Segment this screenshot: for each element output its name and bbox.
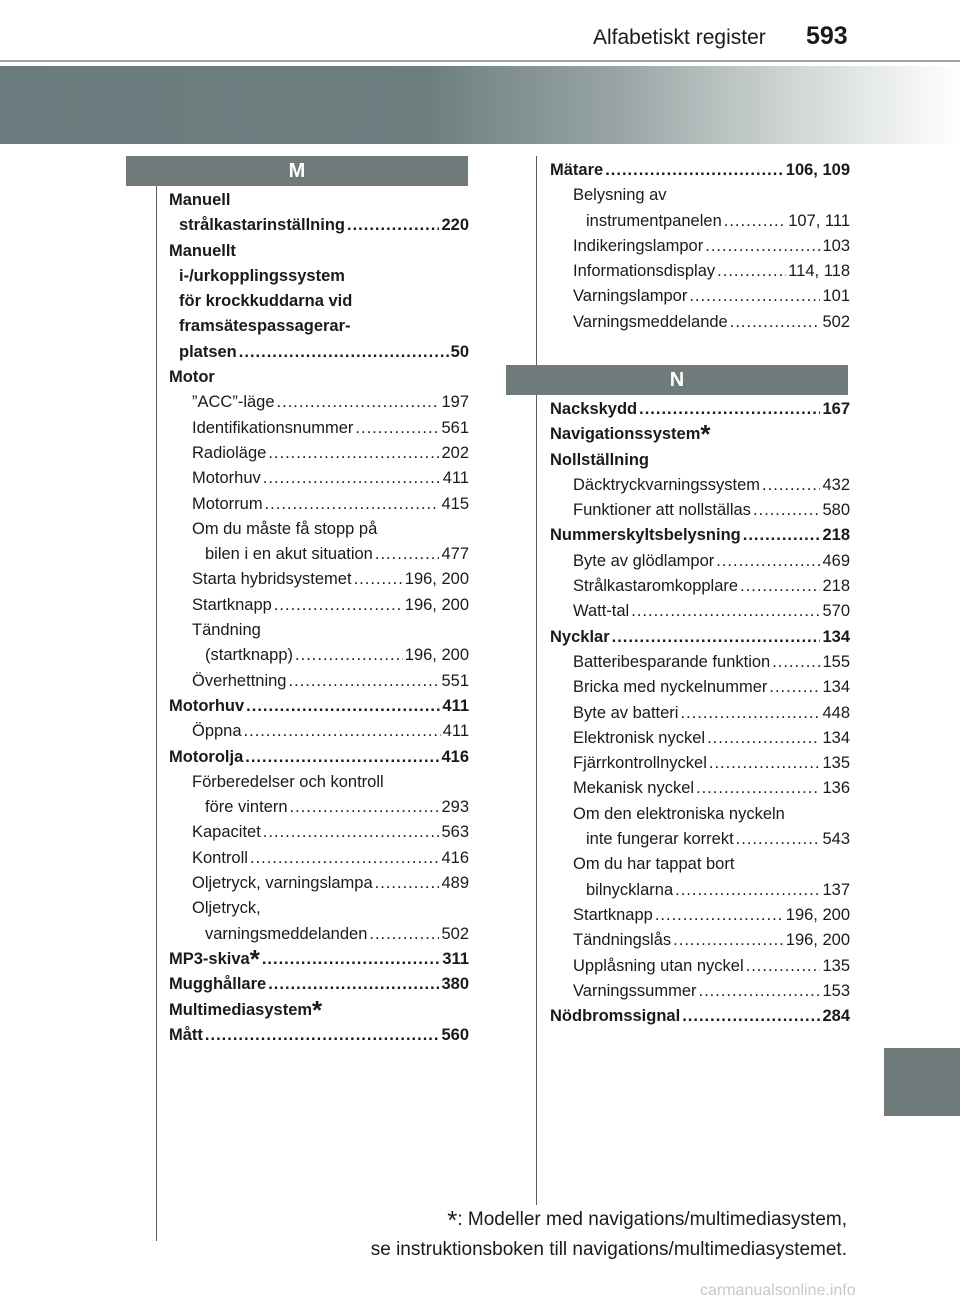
section-header-n: [506, 365, 848, 395]
dot-leader: [730, 310, 821, 335]
entry-term: Mugghållare: [169, 975, 267, 994]
index-entry: [169, 365, 469, 390]
dot-leader: [746, 954, 821, 979]
entry-term: varningsmeddelanden: [205, 924, 368, 943]
dot-leader: [769, 675, 820, 700]
entry-term: Tändningslås: [573, 931, 672, 950]
dot-leader: [268, 441, 439, 466]
entry-page: 196, 200: [404, 646, 469, 665]
entry-page: 136: [822, 779, 850, 798]
entry-term: Navigationssystem: [550, 425, 701, 444]
index-entry: [169, 542, 469, 567]
entry-term: Starta hybridsystemet: [192, 570, 352, 589]
right-column-rule-top: [536, 156, 537, 366]
index-entry: MP3-skiva * ..... 311: [169, 947, 469, 972]
entry-term: Strålkastaromkopplare: [573, 577, 739, 596]
dot-leader: [369, 922, 439, 947]
dot-leader: [354, 567, 403, 592]
index-entry: [550, 701, 850, 726]
entry-term: Elektronisk nyckel: [573, 728, 706, 747]
left-column-rule: [156, 186, 157, 1241]
entry-term: Tändning: [192, 621, 261, 640]
entry-page: 114, 118: [788, 262, 850, 281]
entry-term: (startknapp): [205, 646, 294, 665]
entry-page: 196, 200: [785, 931, 850, 950]
index-entry: [550, 979, 850, 1004]
index-entry: [550, 1004, 850, 1029]
entry-page: 284: [822, 1007, 850, 1026]
entry-page: 502: [441, 924, 469, 943]
index-entry: [169, 517, 469, 542]
entry-term: Kapacitet: [192, 823, 261, 842]
index-entry: [169, 694, 469, 719]
entry-term: inte fungerar korrekt: [586, 830, 734, 849]
dot-leader: [265, 492, 440, 517]
index-entry: [550, 158, 850, 183]
index-entry: [550, 599, 850, 624]
dot-leader: [743, 523, 821, 548]
index-entry: [169, 972, 469, 997]
entry-term: Fjärrkontrollnyckel: [573, 754, 707, 773]
dot-leader: [716, 549, 820, 574]
footnote-line-1: *: Modeller med navigations/multimediasystem,: [447, 1205, 847, 1235]
entry-page: 411: [442, 696, 469, 715]
dot-leader: [263, 466, 441, 491]
entry-term: Multimediasystem: [169, 1000, 313, 1019]
entry-term: Däcktryckvarningssystem: [573, 475, 761, 494]
dot-leader: [295, 643, 403, 668]
index-entry: [550, 574, 850, 599]
entry-page: 135: [822, 956, 850, 975]
entry-term: Varningslampor: [573, 287, 688, 306]
dot-leader: [277, 390, 440, 415]
dot-leader: [680, 701, 820, 726]
dot-leader: [263, 820, 440, 845]
index-entry: [550, 878, 850, 903]
dot-leader: [717, 259, 786, 284]
index-entry: [550, 776, 850, 801]
entry-page: 293: [441, 798, 469, 817]
section-letter: M: [288, 160, 306, 182]
entry-term: Batteribesparande funktion: [573, 652, 771, 671]
dot-leader: [205, 1023, 440, 1048]
entry-term: Indikeringslampor: [573, 236, 704, 255]
dot-leader: [762, 473, 820, 498]
entry-term: Motorhuv: [192, 469, 261, 488]
dot-leader: [675, 878, 820, 903]
right-column-rule-bottom: [536, 395, 537, 1205]
entry-page: 155: [822, 652, 850, 671]
entry-page: 101: [822, 287, 850, 306]
footnote-line-2: se instruktionsboken till navigations/multimediasystemet.: [370, 1239, 847, 1260]
entry-page: 477: [441, 545, 469, 564]
index-entry: [169, 416, 469, 441]
dot-leader: [673, 928, 784, 953]
footnote: [300, 1205, 847, 1265]
entry-term: Radioläge: [192, 443, 267, 462]
entry-term: Informationsdisplay: [573, 262, 716, 281]
entry-page: 489: [441, 874, 469, 893]
entry-page: 411: [442, 469, 469, 488]
entry-term: Belysning av: [573, 186, 667, 205]
entry-page: 311: [442, 949, 469, 968]
dot-leader: [707, 726, 820, 751]
entry-term: Motorolja: [169, 747, 244, 766]
entry-page: 543: [822, 830, 850, 849]
index-entry: [550, 498, 850, 523]
entry-term: framsätespassagerar-: [179, 317, 351, 336]
dot-leader: [639, 397, 820, 422]
entry-page: 220: [441, 216, 469, 235]
index-column-right-top: [550, 158, 850, 335]
index-entry: [550, 523, 850, 548]
entry-page: 561: [441, 418, 469, 437]
dot-leader: [268, 972, 439, 997]
dot-leader: [605, 158, 784, 183]
chapter-tab: [884, 1048, 960, 1116]
entry-term: Förberedelser och kontroll: [192, 772, 384, 791]
index-entry: [169, 289, 469, 314]
entry-page: 196, 200: [404, 570, 469, 589]
index-entry: [169, 770, 469, 795]
index-entry: [550, 650, 850, 675]
entry-term: Upplåsning utan nyckel: [573, 956, 744, 975]
entry-page: 432: [822, 475, 850, 494]
entry-term: ”ACC”-läge: [192, 393, 275, 412]
dot-leader: [245, 745, 439, 770]
index-entry: [550, 625, 850, 650]
entry-term: Bricka med nyckelnummer: [573, 678, 768, 697]
index-entry: [550, 259, 850, 284]
entry-term: bilnycklarna: [586, 880, 674, 899]
section-header-m: [126, 156, 468, 186]
entry-page: 167: [822, 400, 850, 418]
index-entry: [550, 954, 850, 979]
index-entry: [550, 852, 850, 877]
entry-page: 135: [822, 754, 850, 773]
dot-leader: [698, 979, 820, 1004]
index-entry: [550, 675, 850, 700]
index-entry: [550, 310, 850, 335]
index-column-right-bottom: [550, 397, 850, 1029]
entry-page: 196, 200: [785, 905, 850, 924]
page-number: 593: [806, 22, 848, 50]
index-entry: [169, 239, 469, 264]
index-entry: [169, 643, 469, 668]
entry-term: Nycklar: [550, 627, 610, 646]
index-entry: [169, 994, 469, 1025]
entry-term: Om du har tappat bort: [573, 855, 735, 874]
entry-term: Mekanisk nyckel: [573, 779, 695, 798]
dot-leader: [753, 498, 821, 523]
footnote-star: *: [447, 1205, 458, 1235]
index-entry: [169, 871, 469, 896]
entry-term: före vintern: [205, 798, 288, 817]
entry-page: 202: [441, 443, 469, 462]
dot-leader: [239, 340, 449, 365]
entry-term: Manuell: [169, 191, 231, 209]
index-entry: [550, 209, 850, 234]
dot-leader: [274, 593, 403, 618]
dot-leader: [355, 416, 439, 441]
entry-term: Nummerskyltsbelysning: [550, 526, 741, 545]
entry-page: 134: [822, 728, 850, 747]
entry-term: strålkastarinställning: [179, 216, 345, 235]
dot-leader: [290, 795, 440, 820]
entry-term: Identifikationsnummer: [192, 418, 354, 437]
header-divider: [0, 60, 960, 62]
watermark: carmanualsonline.info: [700, 1282, 856, 1299]
dot-leader: [689, 284, 820, 309]
entry-page: 137: [822, 880, 850, 899]
entry-term: Byte av glödlampor: [573, 551, 715, 570]
entry-page: 380: [441, 975, 469, 994]
decorative-band: [0, 66, 960, 144]
index-entry: [550, 183, 850, 208]
entry-page: 196, 200: [404, 595, 469, 614]
entry-page: 107, 111: [788, 211, 850, 230]
entry-term: MP3-skiva: [169, 949, 250, 968]
index-entry: [169, 314, 469, 339]
entry-page: 448: [822, 703, 850, 722]
footnote-marker: *: [312, 994, 323, 1025]
index-entry: [550, 726, 850, 751]
index-entry: [550, 903, 850, 928]
index-entry: [169, 567, 469, 592]
entry-page: 153: [822, 981, 850, 1000]
entry-page: 218: [822, 577, 850, 596]
entry-page: 570: [822, 602, 850, 621]
index-entry: [169, 264, 469, 289]
entry-term: Motorrum: [192, 494, 263, 513]
index-entry: [169, 669, 469, 694]
page-header: [0, 0, 960, 60]
index-entry: [550, 802, 850, 827]
entry-term: Kontroll: [192, 848, 248, 867]
entry-term: i-/urkopplingssystem: [179, 266, 345, 285]
dot-leader: [250, 846, 440, 871]
index-entry: [550, 284, 850, 309]
index-entry: [550, 751, 850, 776]
dot-leader: [375, 542, 440, 567]
index-entry: [169, 745, 469, 770]
entry-page: 197: [441, 393, 469, 412]
dot-leader: [612, 625, 821, 650]
entry-term: Nollställning: [550, 450, 649, 469]
dot-leader: [724, 209, 786, 234]
index-entry: [169, 390, 469, 415]
entry-page: 415: [441, 494, 469, 513]
entry-term: Öppna: [192, 722, 242, 741]
index-entry: [550, 473, 850, 498]
entry-term: Nackskydd: [550, 400, 638, 418]
index-entry: [169, 795, 469, 820]
dot-leader: [246, 694, 440, 719]
entry-term: Manuellt: [169, 241, 236, 260]
index-entry: [550, 827, 850, 852]
entry-page: 106, 109: [785, 161, 850, 179]
dot-leader: [631, 599, 820, 624]
entry-term: Om den elektroniska nyckeln: [573, 804, 785, 823]
index-entry: [169, 820, 469, 845]
entry-term: Motorhuv: [169, 696, 245, 715]
index-entry: [550, 234, 850, 259]
entry-term: Funktioner att nollställas: [573, 501, 751, 520]
entry-term: Nödbromssignal: [550, 1007, 681, 1026]
index-entry: [169, 466, 469, 491]
entry-page: 103: [822, 236, 850, 255]
entry-page: 416: [441, 848, 469, 867]
footnote-marker: *: [700, 419, 711, 450]
entry-page: 502: [822, 312, 850, 331]
index-entry: [169, 340, 469, 365]
index-column-left: [169, 188, 469, 1048]
index-entry: [169, 188, 469, 213]
entry-term: Varningsmeddelande: [573, 312, 728, 331]
entry-term: Oljetryck,: [192, 899, 261, 918]
index-entry: [169, 492, 469, 517]
entry-term: Överhettning: [192, 671, 287, 690]
index-entry: [550, 448, 850, 473]
entry-page: 134: [822, 627, 850, 646]
dot-leader: [682, 1004, 820, 1029]
entry-term: Varningssummer: [573, 981, 697, 1000]
dot-leader: [696, 776, 820, 801]
dot-leader: [705, 234, 820, 259]
dot-leader: [772, 650, 820, 675]
entry-page: 551: [441, 671, 469, 690]
dot-leader: [347, 213, 439, 238]
entry-page: 134: [822, 678, 850, 697]
entry-term: Startknapp: [573, 905, 653, 924]
entry-page: 469: [822, 551, 850, 570]
index-entry: [169, 618, 469, 643]
entry-term: Motor: [169, 368, 215, 387]
dot-leader: [709, 751, 821, 776]
index-entry: [169, 213, 469, 238]
entry-term: platsen: [179, 342, 237, 361]
entry-term: Oljetryck, varningslampa: [192, 874, 373, 893]
index-entry: [169, 593, 469, 618]
entry-term: Mätare: [550, 161, 604, 179]
index-entry: [550, 928, 850, 953]
dot-leader: [288, 669, 439, 694]
index-entry: [169, 846, 469, 871]
dot-leader: [262, 947, 441, 972]
header-title: Alfabetiskt register: [593, 26, 766, 49]
entry-page: 411: [442, 722, 469, 741]
entry-term: Om du måste få stopp på: [192, 519, 378, 538]
section-letter: N: [669, 369, 685, 391]
index-entry: [550, 549, 850, 574]
index-entry: [169, 441, 469, 466]
entry-term: bilen i en akut situation: [205, 545, 373, 564]
dot-leader: [375, 871, 440, 896]
entry-term: Watt-tal: [573, 602, 630, 621]
entry-page: 50: [450, 342, 469, 361]
entry-page: 580: [822, 501, 850, 520]
index-entry: [169, 922, 469, 947]
entry-term: instrumentpanelen: [586, 211, 722, 230]
entry-page: 416: [441, 747, 469, 766]
index-entry: [169, 1023, 469, 1048]
index-entry: [550, 419, 850, 450]
index-entry: [169, 896, 469, 921]
entry-page: 218: [822, 526, 850, 545]
entry-term: Startknapp: [192, 595, 272, 614]
entry-page: 560: [441, 1025, 469, 1044]
dot-leader: [740, 574, 820, 599]
entry-term: Byte av batteri: [573, 703, 679, 722]
entry-term: Mått: [169, 1025, 203, 1044]
entry-term: för krockkuddarna vid: [179, 292, 353, 311]
index-entry: [169, 719, 469, 744]
dot-leader: [736, 827, 821, 852]
dot-leader: [655, 903, 784, 928]
dot-leader: [244, 719, 441, 744]
entry-page: 563: [441, 823, 469, 842]
